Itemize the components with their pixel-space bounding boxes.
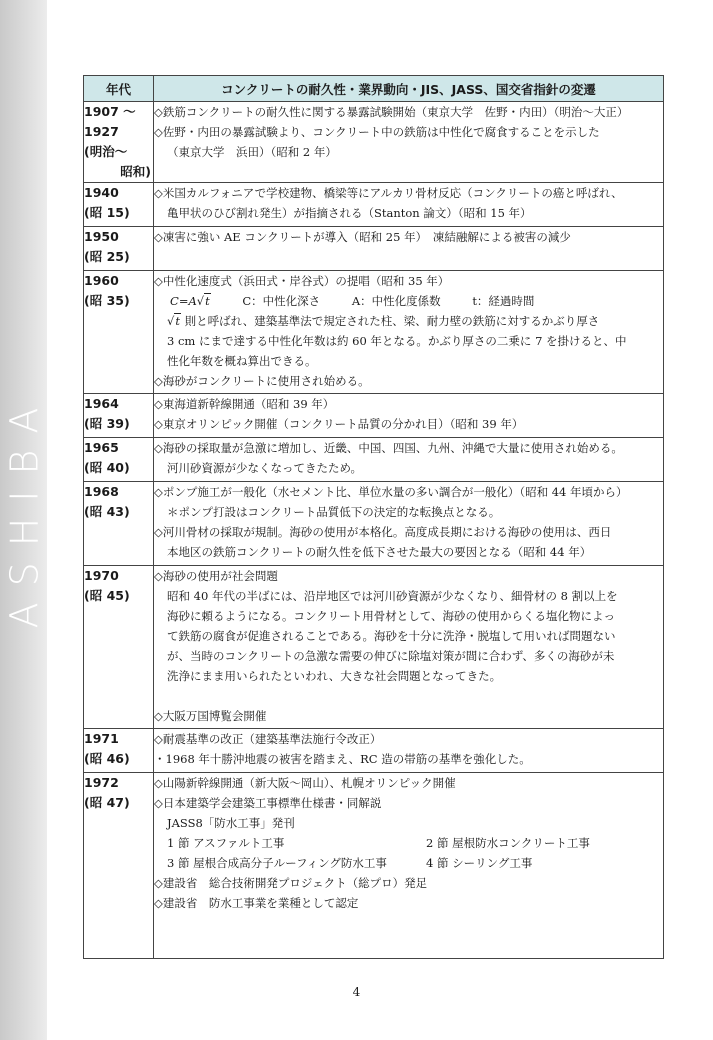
year-line: (明治〜 [84, 144, 128, 159]
sidebar-brand-text: ASHIBA [2, 391, 46, 629]
para-text: 則と呼ばれ、建築基準法で規定された柱、梁、耐力壁の鉄筋に対するかぶり厚さ [180, 314, 600, 328]
entry-line: ◇日本建築学会建築工事標準仕様書・同解説 [154, 796, 382, 810]
year-line: (昭 43) [84, 504, 130, 519]
formula-equals: = [178, 294, 189, 308]
content-cell [154, 102, 664, 183]
def-a: A：中性化度係数 [351, 294, 441, 308]
table-row [84, 227, 664, 271]
entry-line: ◇東京オリンピック開催（コンクリート品質の分かれ目）（昭和 39 年） [154, 417, 524, 431]
entry-line: ・1968 年十勝沖地震の被害を踏まえ、RC 造の帯筋の基準を強化した。 [154, 752, 531, 766]
table-row [84, 394, 664, 438]
entry-line: ◇河川骨材の採取が規制。海砂の使用が本格化。高度成長期における海砂の使用は、西日 [154, 525, 612, 539]
entry-line: 本地区の鉄筋コンクリートの耐久性を低下させた最大の要因となる（昭和 44 年） [167, 545, 592, 559]
year-cell [84, 482, 154, 566]
entry-line: 海砂に頼るようになる。コンクリート用骨材として、海砂の使用からくる塩化物によっ [167, 609, 616, 623]
content-cell [154, 773, 664, 959]
entry-line: ◇ポンプ施工が一般化（水セメント比、単位水量の多い調合が一般化）（昭和 44 年頃から） [154, 485, 628, 499]
content-cell [154, 729, 664, 773]
content-cell [154, 394, 664, 438]
def-c: C：中性化深さ [242, 294, 321, 308]
sqrt-icon: √ [196, 294, 205, 308]
year-line: (昭 47) [84, 795, 130, 810]
year-line: (昭 25) [84, 249, 130, 264]
year-cell [84, 438, 154, 482]
entry-line: ◇凍害に強い AE コンクリートが導入（昭和 25 年） 凍結融解による被害の減少 [154, 230, 571, 244]
def-t: t：経過時間 [472, 294, 535, 308]
entry-line: ◇海砂の使用が社会問題 [154, 569, 278, 583]
year-cell [84, 183, 154, 227]
entry-line: ◇海砂がコンクリートに使用され始める。 [154, 374, 370, 388]
year-cell [84, 394, 154, 438]
table-row [84, 183, 664, 227]
formula-line [154, 291, 663, 311]
jass-section: 3 節 屋根合成高分子ルーフィング防水工事 [167, 856, 387, 870]
year-line: 1907 〜 [84, 104, 136, 119]
content-cell [154, 566, 664, 729]
entry-line: ◇中性化速度式（浜田式・岸谷式）の提唱（昭和 35 年） [154, 274, 450, 288]
year-line: (昭 40) [84, 460, 130, 475]
year-line: 1971 [84, 731, 119, 746]
year-cell [84, 566, 154, 729]
year-line: (昭 46) [84, 751, 130, 766]
entry-line: ◇建設省 防水工事業を業種として認定 [154, 896, 359, 910]
formula-c: C [170, 294, 179, 308]
content-cell [154, 438, 664, 482]
sqrt-icon: √ [167, 314, 175, 328]
table-row [84, 102, 664, 183]
entry-line: JASS8「防水工事」発刊 [167, 816, 295, 830]
header-year: 年代 [84, 76, 154, 102]
jass-section: 1 節 アスファルト工事 [167, 836, 285, 850]
entry-line: 昭和 40 年代の半ばには、沿岸地区では河川砂資源が少なくなり、細骨材の 8 割以上を [167, 589, 618, 603]
year-cell [84, 729, 154, 773]
content-cell [154, 482, 664, 566]
year-line: 1927 [84, 124, 119, 139]
content-cell [154, 183, 664, 227]
year-line: 1965 [84, 440, 119, 455]
year-line: 1968 [84, 484, 119, 499]
year-cell [84, 227, 154, 271]
entry-line: ◇鉄筋コンクリートの耐久性に関する暴露試験開始（東京大学 佐野・内田）（明治〜大正） [154, 105, 629, 119]
formula-t: t [205, 294, 210, 308]
entry-line: ◇建設省 総合技術開発プロジェクト（総プロ）発足 [154, 876, 428, 890]
entry-line: て鉄筋の腐食が促進されることである。海砂を十分に洗浄・脱塩して用いれば問題ない [167, 629, 616, 643]
table-row [84, 729, 664, 773]
entry-line: 洗浄にまま用いられたといわれ、大きな社会問題となってきた。 [167, 669, 502, 683]
jass-section-row [154, 853, 663, 873]
entry-line [154, 311, 663, 331]
entry-line: （東京大学 浜田）（昭和 2 年） [167, 145, 337, 159]
page-number: 4 [352, 985, 361, 999]
jass-section: 2 節 屋根防水コンクリート工事 [426, 836, 590, 850]
formula-a: A [188, 294, 197, 308]
side-band [0, 0, 47, 1040]
year-line: 1940 [84, 185, 119, 200]
year-line: (昭 35) [84, 293, 130, 308]
year-line: 昭和) [120, 164, 151, 179]
rule-t: t [175, 314, 180, 328]
year-line: 1970 [84, 568, 119, 583]
entry-line: ◇耐震基準の改正（建築基準法施行令改正） [154, 732, 382, 746]
year-cell [84, 773, 154, 959]
history-table [83, 75, 664, 959]
entry-line: 亀甲状のひび割れ発生）が指摘される（Stanton 論文）（昭和 15 年） [167, 206, 532, 220]
entry-line: 3 cm にまで達する中性化年数は約 60 年となる。かぶり厚さの二乗に 7 を掛けると、中 [167, 334, 627, 348]
entry-line: ＊ポンプ打設はコンクリート品質低下の決定的な転換点となる。 [167, 505, 501, 519]
jass-section: 4 節 シーリング工事 [426, 856, 533, 870]
table-row [84, 271, 664, 394]
entry-line: ◇東海道新幹線開通（昭和 39 年） [154, 397, 335, 411]
year-line: (昭 15) [84, 205, 130, 220]
content-cell [154, 227, 664, 271]
year-line: (昭 39) [84, 416, 130, 431]
table-row [84, 566, 664, 729]
table-header-row [84, 76, 664, 102]
year-line: 1964 [84, 396, 119, 411]
entry-line: 性化年数を概ね算出できる。 [167, 354, 317, 368]
header-content: コンクリートの耐久性・業界動向・JIS、JASS、国交省指針の変遷 [154, 76, 664, 102]
entry-line: ◇海砂の採取量が急激に増加し、近畿、中国、四国、九州、沖縄で大量に使用され始める。 [154, 441, 623, 455]
entry-line: ◇大阪万国博覧会開催 [154, 709, 267, 723]
content-cell [154, 271, 664, 394]
entry-line: が、当時のコンクリートの急激な需要の伸びに除塩対策が間に合わず、多くの海砂が未 [167, 649, 615, 663]
year-cell [84, 271, 154, 394]
table-row [84, 482, 664, 566]
year-line: 1950 [84, 229, 119, 244]
year-line: (昭 45) [84, 588, 130, 603]
entry-line: ◇佐野・内田の暴露試験より、コンクリート中の鉄筋は中性化で腐食することを示した [154, 125, 600, 139]
year-cell [84, 102, 154, 183]
entry-line: ◇米国カルフォニアで学校建物、橋梁等にアルカリ骨材反応（コンクリートの癌と呼ばれ、 [154, 186, 623, 200]
entry-line: 河川砂資源が少なくなってきたため。 [167, 461, 363, 475]
table-row [84, 438, 664, 482]
jass-section-row [154, 833, 663, 853]
entry-line: ◇山陽新幹線開通（新大阪〜岡山）、札幌オリンピック開催 [154, 776, 456, 790]
year-line: 1960 [84, 273, 119, 288]
year-line: 1972 [84, 775, 119, 790]
table-row [84, 773, 664, 959]
